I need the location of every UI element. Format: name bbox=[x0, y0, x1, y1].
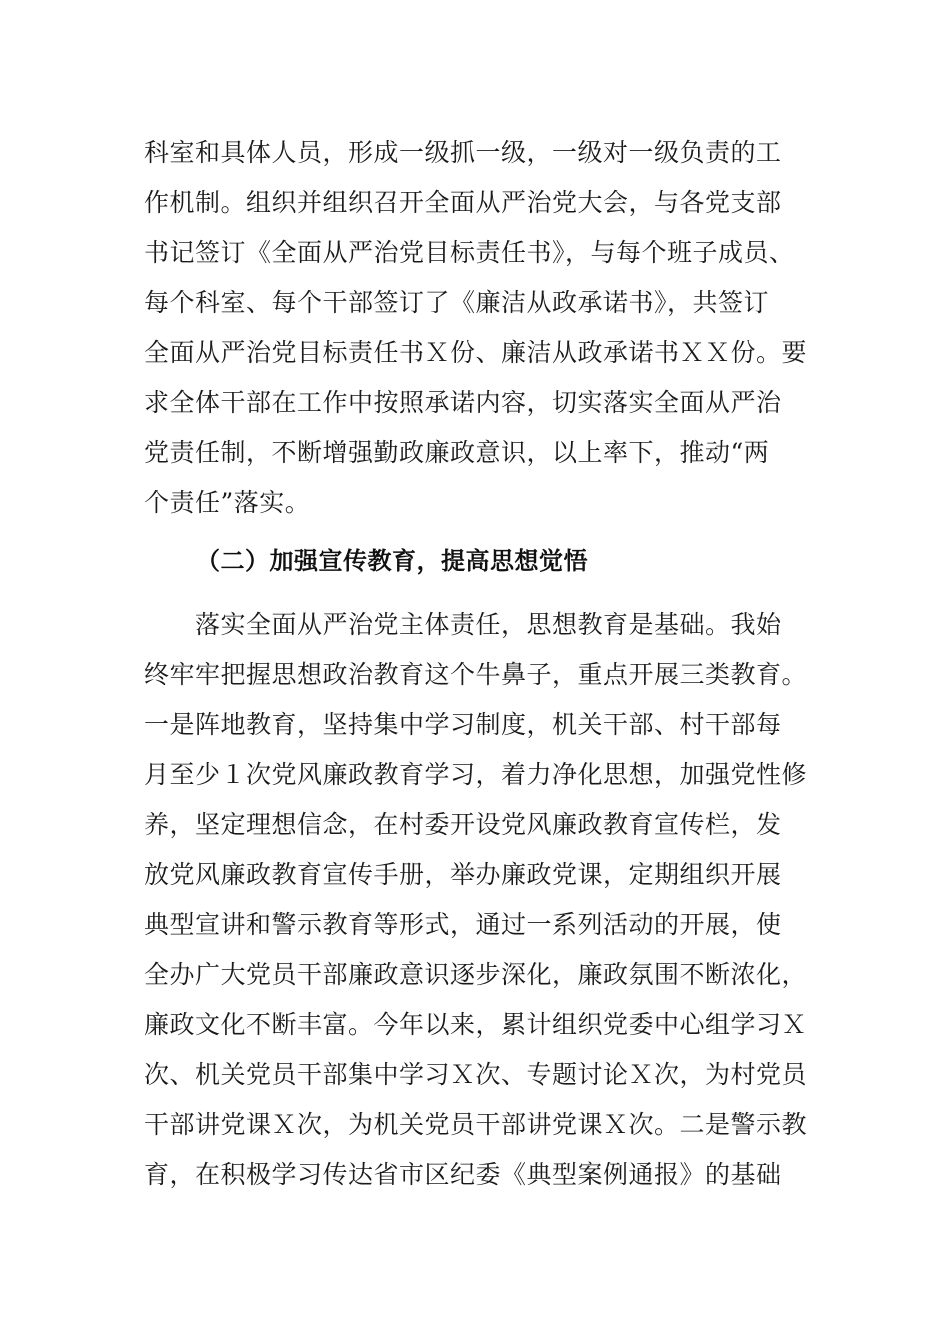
paragraph-line: 落实全面从严治党主体责任，思想教育是基础。我始 bbox=[144, 610, 782, 639]
section-heading: （二）加强宣传教育，提高思想觉悟 bbox=[196, 547, 588, 575]
paragraph-line: 典型宣讲和警示教育等形式，通过一系列活动的开展，使 bbox=[144, 910, 782, 939]
paragraph-line: 全办广大党员干部廉政意识逐步深化，廉政氛围不断浓化， bbox=[144, 960, 808, 989]
paragraph-line: 月至少１次党风廉政教育学习，着力净化思想，加强党性修 bbox=[144, 760, 808, 789]
paragraph-line: 求全体干部在工作中按照承诺内容，切实落实全面从严治 bbox=[144, 388, 782, 417]
paragraph-line: 终牢牢把握思想政治教育这个牛鼻子，重点开展三类教育。 bbox=[144, 660, 808, 689]
paragraph-line: 全面从严治党目标责任书Ｘ份、廉洁从政承诺书ＸＸ份。要 bbox=[144, 338, 808, 367]
paragraph-line: 廉政文化不断丰富。今年以来，累计组织党委中心组学习Ｘ bbox=[144, 1010, 808, 1039]
paragraph-line: 放党风廉政教育宣传手册，举办廉政党课，定期组织开展 bbox=[144, 860, 782, 889]
paragraph-line: 党责任制，不断增强勤政廉政意识，以上率下，推动“两 bbox=[144, 438, 770, 467]
paragraph-line: 个责任”落实。 bbox=[144, 488, 311, 517]
paragraph-line: 书记签订《全面从严治党目标责任书》，与每个班子成员、 bbox=[144, 238, 795, 267]
paragraph-line: 作机制。组织并组织召开全面从严治党大会，与各党支部 bbox=[144, 188, 782, 217]
paragraph-line: 养，坚定理想信念，在村委开设党风廉政教育宣传栏，发 bbox=[144, 810, 782, 839]
paragraph-line: 育，在积极学习传达省市区纪委《典型案例通报》的基础 bbox=[144, 1160, 782, 1189]
paragraph-line: 科室和具体人员，形成一级抓一级，一级对一级负责的工 bbox=[144, 138, 782, 167]
paragraph-line: 一是阵地教育，坚持集中学习制度，机关干部、村干部每 bbox=[144, 710, 782, 739]
paragraph-line: 每个科室、每个干部签订了《廉洁从政承诺书》，共签订 bbox=[144, 288, 770, 317]
paragraph-line: 次、机关党员干部集中学习Ｘ次、专题讨论Ｘ次，为村党员 bbox=[144, 1060, 808, 1089]
paragraph-line: 干部讲党课Ｘ次，为机关党员干部讲党课Ｘ次。二是警示教 bbox=[144, 1110, 808, 1139]
